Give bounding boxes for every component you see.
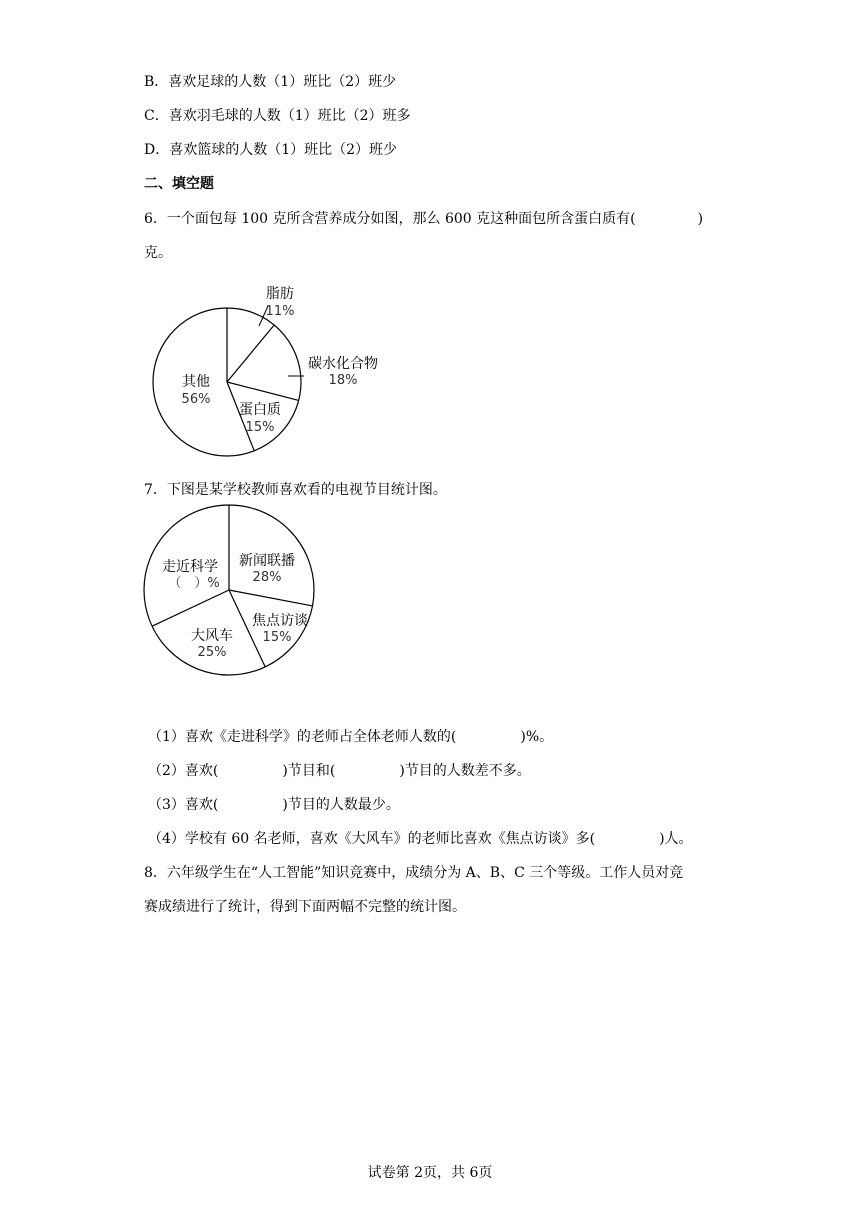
question-8-line-1: 8．六年级学生在“人工智能”知识竞赛中，成绩分为 A、B、C 三个等级。工作人员对竞 (144, 865, 684, 881)
value-jiaodian: 15% (262, 630, 292, 645)
q7-sub1-text-a: （1）喜欢《走进科学》的老师占全体老师人数的( (148, 729, 457, 745)
value-fat: 11% (265, 304, 295, 319)
question-6-line-1 (144, 210, 703, 228)
label-carb: 碳水化合物 (308, 356, 378, 372)
value-carb: 18% (328, 373, 358, 388)
question-7-sub-4 (148, 830, 693, 848)
q7-sub3-text-a: （3）喜欢( (148, 797, 219, 813)
value-protein: 15% (245, 420, 275, 435)
question-7-sub-1 (148, 728, 553, 746)
q7-sub1-text-b: )%。 (520, 729, 554, 745)
nutrition-pie-chart (148, 278, 398, 463)
q7-sub2-text-c: )节目的人数差不多。 (399, 763, 531, 779)
q6-text-a: 6．一个面包每 100 克所含营养成分如图，那么 600 克这种面包所含蛋白质有( (144, 211, 636, 227)
label-other: 其他 (182, 374, 210, 390)
question-7-intro: 7．下图是某学校教师喜欢看的电视节目统计图。 (144, 482, 447, 498)
value-xinwen: 28% (252, 570, 282, 585)
q6-text-b: ) (697, 211, 704, 227)
question-7-sub-2 (148, 762, 531, 780)
question-6-line-2: 克。 (144, 245, 172, 261)
section-title: 二、填空题 (144, 176, 214, 192)
question-8-line-2: 赛成绩进行了统计，得到下面两幅不完整的统计图。 (144, 899, 466, 915)
tv-program-pie-chart (142, 504, 322, 686)
label-fat: 脂肪 (266, 286, 294, 302)
label-zoujin: 走近科学 (162, 559, 218, 575)
label-xinwen: 新闻联播 (239, 553, 295, 569)
q7-sub3-text-b: )节目的人数最少。 (282, 797, 400, 813)
option-c: C．喜欢羽毛球的人数（1）班比（2）班多 (144, 108, 411, 124)
label-protein: 蛋白质 (239, 402, 281, 418)
q7-sub4-text-a: （4）学校有 60 名老师，喜欢《大风车》的老师比喜欢《焦点访谈》多( (148, 831, 596, 847)
q7-sub4-text-b: )人。 (659, 831, 693, 847)
q7-sub2-text-a: （2）喜欢( (148, 763, 219, 779)
question-7-sub-3 (148, 796, 400, 814)
value-other: 56% (181, 392, 211, 407)
page-footer: 试卷第 2页，共 6页 (367, 1165, 493, 1181)
value-zoujin: （ ）% (168, 576, 220, 591)
q7-sub2-text-b: )节目和( (282, 763, 336, 779)
option-d: D．喜欢篮球的人数（1）班比（2）班少 (144, 142, 398, 158)
label-dafengche: 大风车 (191, 628, 233, 644)
option-b: B．喜欢足球的人数（1）班比（2）班少 (144, 74, 397, 90)
value-dafengche: 25% (197, 645, 227, 660)
pie-slices (153, 308, 301, 456)
label-jiaodian: 焦点访谈 (252, 613, 308, 629)
